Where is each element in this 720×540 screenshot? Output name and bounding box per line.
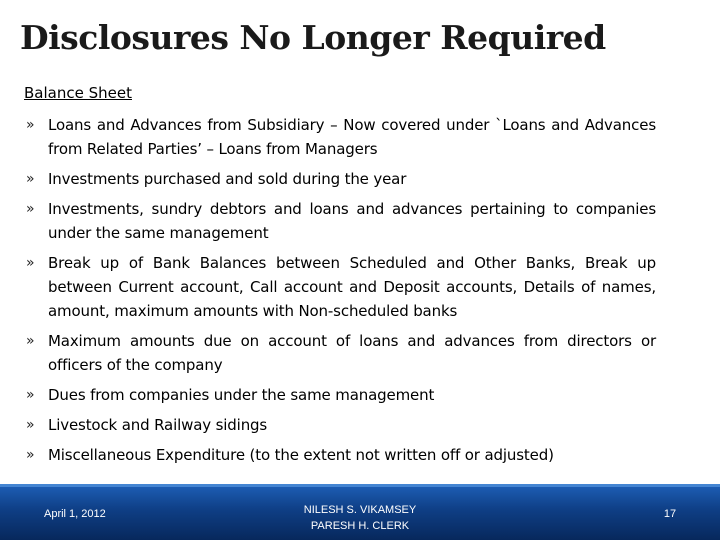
section-heading: Balance Sheet (24, 84, 132, 102)
footer-highlight (0, 484, 720, 487)
footer-author-2: PARESH H. CLERK (310, 520, 410, 532)
bullet-marker-icon: » (26, 255, 35, 271)
bullet-text: Investments, sundry debtors and loans and advances pertaining to companies under the same management (48, 200, 656, 242)
bullet-marker-icon: » (26, 171, 35, 187)
bullet-text: Loans and Advances from Subsidiary – Now covered under `Loans and Advances from Related Parties’ – Loans from Managers (48, 116, 656, 158)
bullet-item (24, 197, 656, 245)
bullet-text: Maximum amounts due on account of loans and advances from directors or officers of the company (48, 332, 656, 374)
footer-date: April 1, 2012 (44, 508, 106, 520)
bullet-marker-icon: » (26, 117, 35, 133)
footer-authors (250, 502, 470, 534)
bullet-marker-icon: » (26, 333, 35, 349)
bullet-text: Dues from companies under the same management (48, 386, 435, 404)
bullet-item (24, 443, 656, 467)
bullet-marker-icon: » (26, 387, 35, 403)
bullet-item (24, 383, 656, 407)
bullet-text: Break up of Bank Balances between Scheduled and Other Banks, Break up between Current account, Call account and Deposit accounts, Details of names, amount, maximum amounts with Non-scheduled banks (48, 254, 656, 320)
bullet-marker-icon: » (26, 201, 35, 217)
bullet-item (24, 113, 656, 161)
bullet-marker-icon: » (26, 447, 35, 463)
bullet-text: Miscellaneous Expenditure (to the extent not written off or adjusted) (48, 446, 554, 464)
bullet-list (24, 113, 656, 473)
bullet-marker-icon: » (26, 417, 35, 433)
footer-bar (0, 484, 720, 540)
footer-author-1: NILESH S. VIKAMSEY (303, 504, 417, 516)
bullet-item (24, 413, 656, 437)
bullet-text: Livestock and Railway sidings (48, 416, 268, 434)
slide-title: Disclosures No Longer Required (20, 18, 606, 57)
bullet-text: Investments purchased and sold during the year (48, 170, 407, 188)
bullet-item (24, 251, 656, 323)
bullet-item (24, 167, 656, 191)
bullet-item (24, 329, 656, 377)
page-number: 17 (663, 508, 677, 520)
